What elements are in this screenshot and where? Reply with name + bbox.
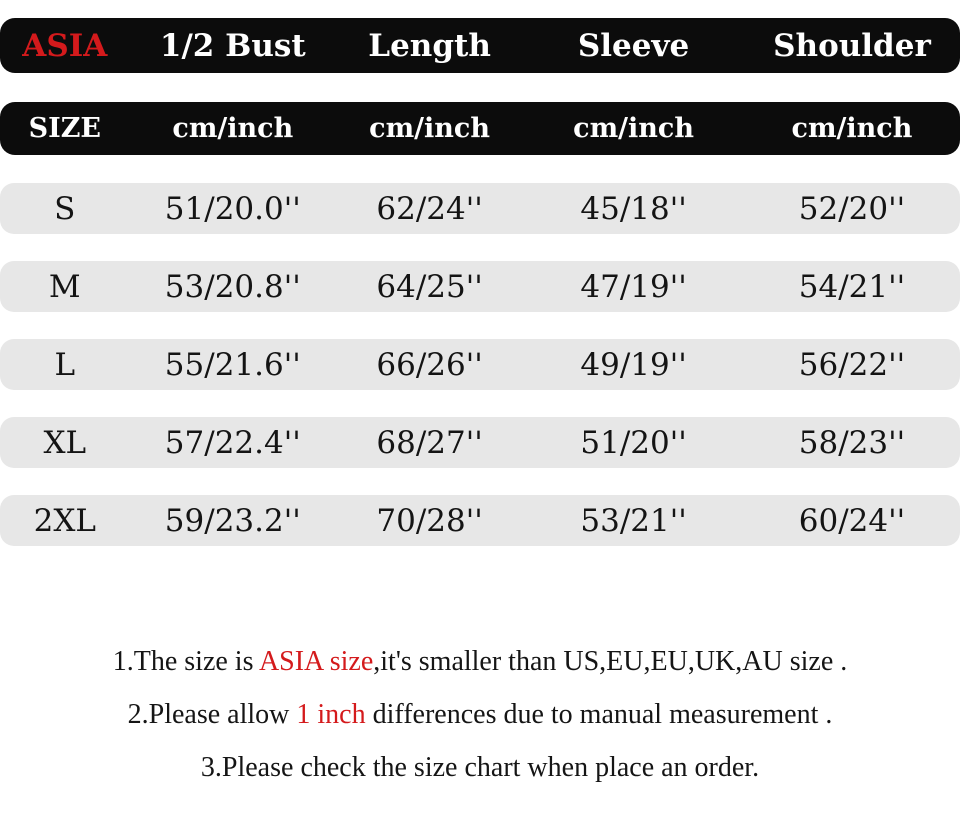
unit-shoulder: cm/inch [791,113,913,144]
sleeve-value: 53/21'' [580,502,687,539]
table-header-row [0,18,960,73]
bust-value: 59/23.2'' [164,502,301,539]
shoulder-value: 54/21'' [798,268,906,305]
note-line-1 [0,648,960,676]
unit-sleeve: cm/inch [573,113,694,144]
note-text: differences due to manual measurement . [365,699,833,730]
column-header-sleeve: Sleeve [577,27,690,64]
bust-value: 51/20.0'' [164,190,301,227]
unit-length: cm/inch [369,113,490,144]
sleeve-value: 49/19'' [580,346,687,383]
table-row [0,261,960,312]
length-value: 64/25'' [376,268,483,305]
sleeve-value: 47/19'' [580,268,687,305]
notes [0,648,960,782]
note-text: 2.Please allow [127,699,297,730]
shoulder-value: 56/22'' [798,346,906,383]
table-row [0,417,960,468]
bust-value: 55/21.6'' [164,346,301,383]
shoulder-value: 58/23'' [798,424,906,461]
sleeve-value: 51/20'' [580,424,687,461]
column-header-bust: 1/2 Bust [159,27,306,64]
table-row [0,339,960,390]
sleeve-value: 45/18'' [580,190,687,227]
size-cell: 2XL [33,502,96,539]
bust-value: 53/20.8'' [164,268,301,305]
unit-header-row [0,102,960,155]
table-row [0,183,960,234]
size-cell: XL [43,424,87,461]
length-value: 66/26'' [376,346,483,383]
region-label: ASIA [22,27,108,64]
unit-bust: cm/inch [172,113,294,144]
note-text: 1.The size is [112,646,259,677]
note-line-2 [0,701,960,729]
length-value: 70/28'' [376,502,483,539]
note-line-3 [0,754,960,782]
shoulder-value: 52/20'' [798,190,906,227]
column-header-shoulder: Shoulder [773,27,931,64]
shoulder-value: 60/24'' [798,502,906,539]
size-cell: S [54,190,76,227]
note-highlight: 1 inch [296,699,366,730]
size-cell: M [48,268,81,305]
size-cell: L [54,346,76,383]
note-text: 3.Please check the size chart when place an order. [200,752,760,783]
column-header-length: Length [368,27,491,64]
note-text: ,it's smaller than US,EU,EU,UK,AU size . [373,646,848,677]
length-value: 68/27'' [376,424,483,461]
note-highlight: ASIA size [258,646,374,677]
bust-value: 57/22.4'' [164,424,301,461]
size-header: SIZE [28,113,101,144]
table-row [0,495,960,546]
length-value: 62/24'' [376,190,483,227]
